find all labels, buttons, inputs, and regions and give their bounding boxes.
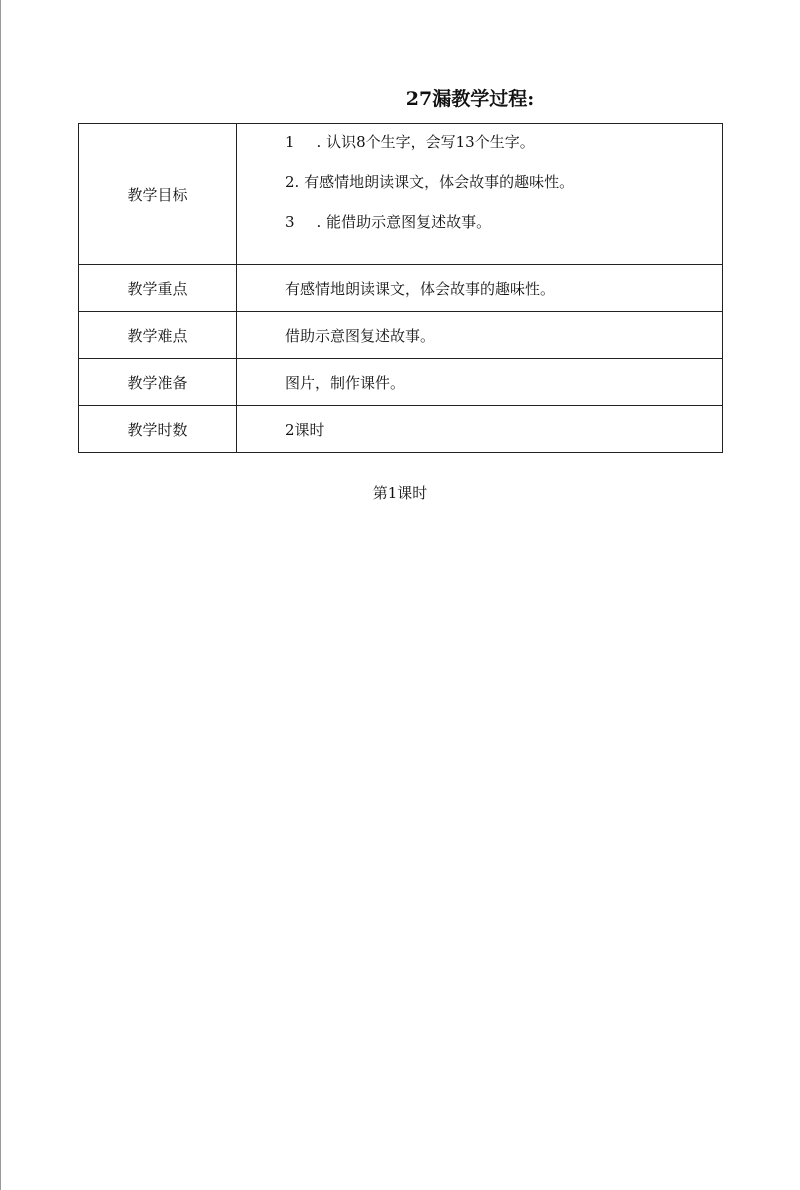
row-label-difficulties: 教学难点 <box>79 312 237 359</box>
lesson-plan-table <box>78 123 723 453</box>
goal-item <box>285 132 722 151</box>
lesson-section-heading: 第1课时 <box>372 484 428 502</box>
row-value-key-points: 有感情地朗读课文，体会故事的趣味性。 <box>237 265 723 312</box>
goal-item <box>285 172 722 191</box>
table-row <box>79 406 723 453</box>
table-row <box>79 359 723 406</box>
goal-text: . 认识8个生字，会写13个生字。 <box>316 132 535 151</box>
goal-number: 3 <box>285 212 295 231</box>
table-row <box>79 124 723 265</box>
goal-item <box>285 212 722 231</box>
page-left-border <box>0 0 1 1190</box>
row-label-preparation: 教学准备 <box>79 359 237 406</box>
page-title: 27漏教学过程: <box>405 88 535 110</box>
row-label-hours: 教学时数 <box>79 406 237 453</box>
goal-text: . 能借助示意图复述故事。 <box>316 212 492 231</box>
row-label-goals: 教学目标 <box>79 124 237 265</box>
goal-number: 1 <box>285 132 295 151</box>
goal-number: 2. <box>285 172 300 191</box>
goal-text: 有感情地朗读课文，体会故事的趣味性。 <box>304 172 575 191</box>
row-value-hours: 2课时 <box>237 406 723 453</box>
table-row <box>79 312 723 359</box>
row-label-key-points: 教学重点 <box>79 265 237 312</box>
goals-cell <box>237 124 723 265</box>
row-value-preparation: 图片，制作课件。 <box>237 359 723 406</box>
table-row <box>79 265 723 312</box>
row-value-difficulties: 借助示意图复述故事。 <box>237 312 723 359</box>
